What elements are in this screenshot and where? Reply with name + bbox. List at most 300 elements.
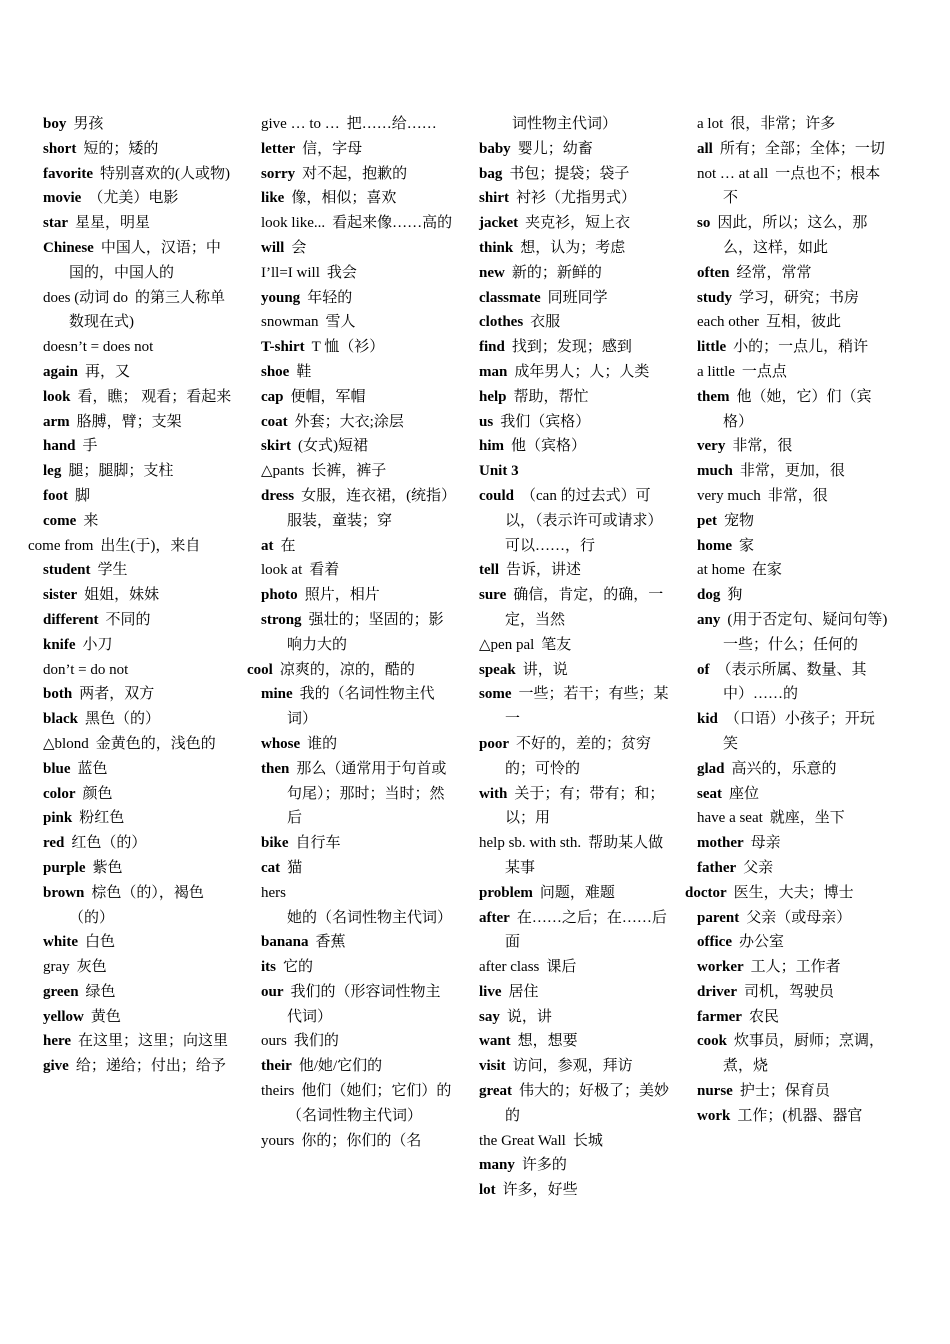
vocab-word: very (697, 438, 726, 455)
vocab-word: cool (247, 661, 273, 678)
vocab-word: coat (261, 413, 288, 430)
vocab-meaning: 农民 (748, 1008, 779, 1025)
vocab-entry (479, 1178, 671, 1203)
vocab-word: color (43, 785, 76, 802)
vocab-meaning: 女服，连衣裙，(统指）服装，童装；穿 (287, 487, 449, 529)
vocab-meaning: 姐姐，妹妹 (84, 587, 160, 604)
vocab-meaning: 座位 (729, 785, 760, 802)
vocab-word: skirt (261, 438, 291, 455)
vocab-meaning: （表示所属、数量、其中）……的 (716, 661, 867, 703)
vocab-meaning: 两者，双方 (79, 686, 155, 703)
vocab-entry (43, 856, 233, 881)
vocab-entry (43, 335, 233, 360)
vocab-column-2 (247, 112, 453, 1153)
vocab-word: dress (261, 487, 295, 504)
vocab-meaning: 我们（宾格） (500, 413, 591, 430)
vocab-word: boy (43, 116, 67, 132)
vocab-entry (479, 385, 671, 410)
vocab-meaning: 想，认为；考虑 (520, 239, 626, 256)
vocab-meaning: 那么（通常用于句首或句尾）；那时；当时；然后 (287, 760, 447, 827)
vocab-word: sister (43, 587, 78, 604)
vocab-word: banana (261, 934, 309, 951)
vocab-entry (43, 1054, 233, 1079)
vocab-entry (697, 211, 889, 261)
vocab-word: seat (697, 785, 722, 802)
vocab-word: yours (261, 1132, 295, 1149)
vocab-entry (43, 509, 233, 534)
vocab-entry (261, 980, 453, 1030)
vocab-meaning: 新的；新鲜的 (511, 264, 602, 281)
vocab-word: clothes (479, 314, 524, 331)
vocab-word: purple (43, 859, 86, 876)
vocab-entry (261, 608, 453, 658)
vocab-column-1 (28, 112, 233, 1079)
vocab-meaning: 衬衫（尤指男式） (516, 190, 637, 207)
vocab-entry (479, 732, 671, 782)
vocab-word: bag (479, 165, 503, 182)
vocab-meaning: 棕色（的），褐色（的） (69, 884, 204, 926)
vocab-word: again (43, 363, 79, 380)
vocab-entry (479, 1153, 671, 1178)
vocab-word: doesn’t = does not (43, 339, 154, 356)
vocab-word: look at (261, 562, 303, 579)
vocab-meaning: 母亲 (750, 835, 781, 852)
vocab-meaning: 它的 (283, 959, 314, 976)
vocab-entry (261, 1129, 453, 1154)
vocab-entry (479, 186, 671, 211)
vocab-entry (479, 261, 671, 286)
vocab-entry (261, 583, 453, 608)
vocab-entry (43, 286, 233, 336)
vocab-meaning: 宠物 (724, 512, 755, 529)
vocab-meaning: 红色（的） (71, 835, 147, 852)
vocab-entry (261, 732, 453, 757)
vocab-meaning: 父亲（或母亲） (746, 909, 852, 926)
vocab-entry (479, 831, 671, 881)
vocab-entry (697, 261, 889, 286)
vocab-word: baby (479, 140, 511, 157)
vocab-meaning: 我们的 (293, 1033, 339, 1050)
vocab-word: us (479, 413, 494, 430)
vocab-word: give (43, 1058, 69, 1075)
vocab-word: △blond (43, 735, 89, 752)
vocab-entry (697, 1005, 889, 1030)
vocab-meaning: 就座，坐下 (769, 810, 845, 827)
vocab-word: not … at all (697, 165, 769, 182)
vocab-entry (261, 261, 453, 286)
vocab-entry (697, 1079, 889, 1104)
vocab-meaning: 因此，所以；这么，那么，这样，如此 (717, 215, 868, 256)
vocab-entry (697, 658, 889, 708)
vocab-entry (479, 459, 671, 484)
vocab-word: often (697, 264, 730, 281)
vocab-entry (697, 1029, 889, 1079)
vocab-meaning: 外套；大衣;涂层 (294, 413, 404, 430)
vocab-word: a little (697, 363, 735, 380)
vocab-meaning: 紫色 (92, 859, 123, 876)
vocab-entry (479, 633, 671, 658)
vocab-entry (43, 112, 233, 137)
vocab-meaning: 绿色 (85, 983, 116, 1000)
vocab-word: poor (479, 735, 509, 752)
vocab-word: green (43, 983, 79, 1000)
vocab-meaning: 小刀 (82, 636, 113, 653)
vocab-meaning: 不好的，差的；贫穷的；可怜的 (505, 735, 652, 777)
vocab-meaning: 一点点 (741, 363, 787, 380)
vocab-entry (697, 459, 889, 484)
vocab-word: look (43, 388, 71, 405)
vocab-word: favorite (43, 165, 93, 182)
vocab-word: then (261, 760, 290, 777)
vocab-meaning: 灰色 (76, 959, 107, 976)
vocab-meaning: 访问，参观，拜访 (512, 1058, 633, 1075)
vocab-meaning: 强壮的；坚固的；影响力大的 (287, 611, 444, 653)
vocab-meaning: 说，讲 (506, 1008, 552, 1025)
vocab-meaning: 信，字母 (302, 140, 363, 157)
vocab-meaning: 一点也不；根本不 (723, 165, 881, 207)
vocab-entry (261, 360, 453, 385)
vocab-meaning: 粉红色 (79, 810, 125, 827)
vocab-word: white (43, 934, 78, 951)
vocab-entry (261, 434, 453, 459)
vocab-entry (261, 558, 453, 583)
vocab-meaning: 看，瞧； 观看；看起来 (77, 388, 232, 405)
vocab-word: ours (261, 1033, 287, 1050)
vocab-word: at home (697, 562, 745, 579)
vocab-entry (43, 385, 233, 410)
vocab-entry (43, 881, 233, 931)
vocab-word: at (261, 537, 274, 554)
vocab-meaning: 父亲 (743, 859, 774, 876)
vocab-meaning: 你的；你们的（名 (301, 1132, 422, 1149)
vocab-word: dog (697, 587, 721, 604)
vocab-meaning: 学生 (97, 562, 128, 579)
vocab-word: them (697, 388, 730, 405)
vocab-word: give … to … (261, 116, 340, 132)
vocab-word: think (479, 239, 514, 256)
vocab-meaning: 在 (280, 537, 296, 554)
vocab-entry (479, 310, 671, 335)
vocab-entry (697, 782, 889, 807)
vocab-meaning: 脚 (75, 487, 91, 504)
vocab-word: black (43, 711, 79, 728)
vocab-entry (43, 757, 233, 782)
vocab-meaning: 小的；一点儿，稍许 (733, 339, 869, 356)
vocab-word: star (43, 215, 68, 232)
vocab-entry (479, 236, 671, 261)
vocab-word: △pen pal (479, 636, 535, 653)
vocab-entry (261, 1054, 453, 1079)
vocab-meaning: 自行车 (295, 835, 341, 852)
vocab-meaning: 我会 (326, 264, 357, 281)
vocab-word: its (261, 959, 276, 976)
vocab-word: great (479, 1083, 513, 1100)
vocab-entry (261, 236, 453, 261)
vocab-meaning: 所有；全部；全体；一切 (719, 140, 885, 157)
vocab-entry (43, 186, 233, 211)
vocab-column-3 (479, 112, 671, 1203)
vocab-word: all (697, 140, 713, 157)
vocab-word: arm (43, 413, 70, 430)
vocab-meaning: 她的（名词性物主代词） (287, 909, 453, 926)
vocab-entry (697, 1104, 889, 1129)
vocab-word: any (697, 611, 721, 628)
vocab-word: pet (697, 512, 717, 529)
vocab-meaning: 对不起，抱歉的 (302, 165, 408, 182)
vocab-meaning: 课后 (546, 959, 577, 976)
vocab-word: a lot (697, 116, 724, 132)
vocab-meaning: 香蕉 (315, 934, 346, 951)
vocab-word: each other (697, 314, 760, 331)
vocab-entry (697, 955, 889, 980)
vocab-entry (697, 930, 889, 955)
vocab-entry (479, 484, 671, 558)
vocab-entry (261, 211, 453, 236)
vocab-word: want (479, 1033, 511, 1050)
vocab-meaning: 猫 (287, 859, 303, 876)
vocab-entry (697, 757, 889, 782)
vocab-entry (261, 162, 453, 187)
vocab-entry (697, 558, 889, 583)
vocab-entry (479, 410, 671, 435)
vocab-meaning: 胳膊，臂；支架 (76, 413, 182, 430)
vocab-entry (685, 881, 889, 906)
vocab-entry (479, 286, 671, 311)
vocab-word: photo (261, 587, 298, 604)
vocab-word: driver (697, 983, 737, 1000)
vocab-word: blue (43, 760, 71, 777)
vocab-entry (261, 286, 453, 311)
vocab-entry (697, 608, 889, 658)
vocab-entry (697, 806, 889, 831)
vocab-meaning: 特别喜欢的(人或物) (99, 165, 230, 182)
vocab-word: so (697, 215, 711, 232)
vocab-word: shoe (261, 363, 290, 380)
vocab-entry (261, 137, 453, 162)
vocab-word: worker (697, 959, 744, 976)
vocab-column-4 (685, 112, 889, 1129)
vocab-word: shirt (479, 190, 509, 207)
vocab-word: Chinese (43, 239, 94, 256)
vocab-entry (43, 211, 233, 236)
vocab-word: does (动词 do (43, 289, 128, 306)
vocab-meaning: 会 (291, 239, 307, 256)
vocab-entry (479, 335, 671, 360)
vocab-entry (43, 806, 233, 831)
vocab-word: study (697, 289, 733, 306)
vocab-meaning: 金黄色的，浅色的 (95, 735, 216, 752)
vocab-meaning: 非常，更加，很 (739, 463, 845, 480)
vocab-meaning: 我的（名词性物主代词） (287, 686, 435, 728)
vocab-meaning: 办公室 (738, 934, 784, 951)
vocab-word: office (697, 934, 732, 951)
vocab-entry (43, 782, 233, 807)
vocab-word: theirs (261, 1083, 295, 1100)
vocab-meaning: 学习，研究；书房 (739, 289, 860, 306)
vocab-word: find (479, 339, 505, 356)
vocab-meaning: 问题，难题 (539, 884, 615, 901)
vocab-meaning: 炊事员，厨师；烹调，煮，烧 (723, 1033, 885, 1075)
vocab-entry (43, 633, 233, 658)
vocab-meaning: 许多的 (521, 1157, 567, 1174)
vocab-meaning: 经常，常常 (736, 264, 812, 281)
vocab-entry (43, 1005, 233, 1030)
vocab-meaning: 雪人 (325, 314, 356, 331)
vocab-entry (43, 831, 233, 856)
vocab-meaning: 像，相似；喜欢 (291, 190, 397, 207)
vocab-meaning: 关于；有；带有；和；以；用 (505, 785, 665, 827)
vocab-word: very much (697, 487, 761, 504)
vocab-entry (261, 1029, 453, 1054)
vocab-word: farmer (697, 1008, 742, 1025)
vocab-meaning: 很，非常；许多 (730, 116, 836, 132)
vocab-meaning: (用于否定句、疑问句等)一些；什么；任何的 (723, 611, 888, 653)
vocab-entry (479, 162, 671, 187)
vocab-meaning: 许多，好些 (502, 1182, 578, 1199)
vocab-entry (697, 137, 889, 162)
vocab-meaning: 长裤，裤子 (311, 463, 387, 480)
vocab-meaning: 讲，说 (522, 661, 568, 678)
vocab-meaning: 一些；若干；有些；某一 (505, 686, 669, 728)
vocab-entry (43, 583, 233, 608)
vocab-entry (261, 112, 453, 137)
vocab-meaning: 工人；工作者 (750, 959, 841, 976)
vocab-entry (261, 881, 453, 931)
vocab-meaning: 不同的 (105, 611, 151, 628)
vocab-meaning: 在这里；这里；向这里 (78, 1033, 229, 1050)
vocab-meaning: 找到；发现；感到 (511, 339, 632, 356)
vocab-word: hers (261, 884, 286, 901)
vocab-entry (697, 707, 889, 757)
vocab-entry (697, 583, 889, 608)
vocab-meaning: 白色 (85, 934, 116, 951)
vocab-word: sorry (261, 165, 296, 182)
vocab-meaning: 告诉，讲述 (506, 562, 582, 579)
vocab-word: strong (261, 611, 302, 628)
vocab-meaning: 帮助某人做某事 (505, 835, 664, 876)
vocab-word: young (261, 289, 301, 306)
vocab-entry (261, 955, 453, 980)
vocab-entry (697, 509, 889, 534)
vocab-entry (697, 856, 889, 881)
vocab-entry (43, 410, 233, 435)
vocab-entry (479, 955, 671, 980)
vocab-meaning: 黄色 (90, 1008, 121, 1025)
vocab-word: mine (261, 686, 293, 703)
vocab-meaning: 同班同学 (547, 289, 608, 306)
vocab-word: don’t = do not (43, 661, 129, 678)
vocab-meaning: 男孩 (73, 116, 104, 132)
vocab-word: lot (479, 1182, 496, 1199)
vocab-entry (697, 335, 889, 360)
vocab-meaning: 看着 (309, 562, 340, 579)
vocab-meaning: 夹克衫，短上衣 (525, 215, 631, 232)
vocab-entry (479, 1054, 671, 1079)
vocab-word: new (479, 264, 505, 281)
vocab-meaning: 高兴的，乐意的 (731, 760, 837, 777)
vocab-meaning: 年轻的 (307, 289, 353, 306)
vocab-entry (43, 434, 233, 459)
vocab-word: different (43, 611, 99, 628)
vocab-word: him (479, 438, 505, 455)
vocab-entry (697, 162, 889, 212)
vocab-entry (697, 980, 889, 1005)
vocab-word: foot (43, 487, 68, 504)
vocab-entry (479, 360, 671, 385)
vocab-meaning: 凉爽的，凉的，酷的 (279, 661, 415, 678)
vocab-word: leg (43, 463, 62, 480)
vocab-meaning: 照片，相片 (304, 587, 380, 604)
vocab-meaning: 的第三人称单数现在式) (69, 289, 226, 331)
vocab-word: man (479, 363, 508, 380)
vocab-entry (479, 1005, 671, 1030)
vocab-entry (479, 906, 671, 956)
vocab-meaning: 中国人，汉语；中国的，中国人的 (69, 239, 221, 281)
vocab-word: both (43, 686, 73, 703)
vocab-word: with (479, 785, 508, 802)
vocab-meaning: 衣服 (530, 314, 561, 331)
vocab-word: tell (479, 562, 499, 579)
vocab-word: their (261, 1058, 292, 1075)
vocab-word: look like... (261, 215, 326, 232)
vocab-entry (43, 930, 233, 955)
vocab-word: yellow (43, 1008, 84, 1025)
vocab-entry (479, 1129, 671, 1154)
vocab-word: T-shirt (261, 339, 305, 356)
vocab-meaning: 来 (83, 512, 99, 529)
vocab-word: come from (28, 537, 94, 554)
vocab-entry (261, 484, 453, 534)
vocab-word: nurse (697, 1083, 733, 1100)
vocab-meaning: 便帽，军帽 (290, 388, 366, 405)
vocab-meaning: 家 (739, 537, 755, 554)
vocab-meaning: 给；递给；付出；给予 (75, 1058, 226, 1075)
vocab-entry (43, 1029, 233, 1054)
vocab-meaning: 想，想要 (517, 1033, 578, 1050)
vocab-word: home (697, 537, 732, 554)
vocab-entry (261, 335, 453, 360)
vocab-entry (697, 286, 889, 311)
vocab-meaning: 医生，大夫；博士 (733, 884, 854, 901)
vocab-meaning: 他们（她们；它们）的（名词性物主代词） (287, 1083, 452, 1124)
vocab-entry (479, 682, 671, 732)
vocab-meaning: 他/她/它们的 (298, 1058, 383, 1075)
vocab-entry (697, 112, 889, 137)
vocab-meaning: 他（宾格） (511, 438, 587, 455)
vocab-word: I’ll=I will (261, 264, 320, 281)
vocab-meaning: 星星，明星 (75, 215, 151, 232)
vocab-entry (697, 434, 889, 459)
vocab-meaning: 出生(于)，来自 (100, 537, 201, 554)
vocab-word: mother (697, 835, 744, 852)
vocab-meaning: 长城 (572, 1132, 603, 1149)
vocab-meaning: (女式)短裙 (298, 438, 368, 455)
vocab-word: of (697, 661, 710, 678)
vocab-word: sure (479, 587, 507, 604)
vocab-word: pink (43, 810, 73, 827)
vocab-word: parent (697, 909, 740, 926)
vocab-word: have a seat (697, 810, 763, 827)
vocab-word: after (479, 909, 510, 926)
vocab-word: help sb. with sth. (479, 835, 582, 852)
vocab-word: short (43, 140, 77, 157)
vocab-entry (261, 831, 453, 856)
vocab-meaning: （尤美）电影 (88, 190, 179, 207)
vocab-word: the Great Wall (479, 1132, 566, 1149)
vocab-entry (479, 583, 671, 633)
vocab-meaning: 他（她，它）们（宾格） (723, 388, 872, 430)
vocab-entry (479, 211, 671, 236)
